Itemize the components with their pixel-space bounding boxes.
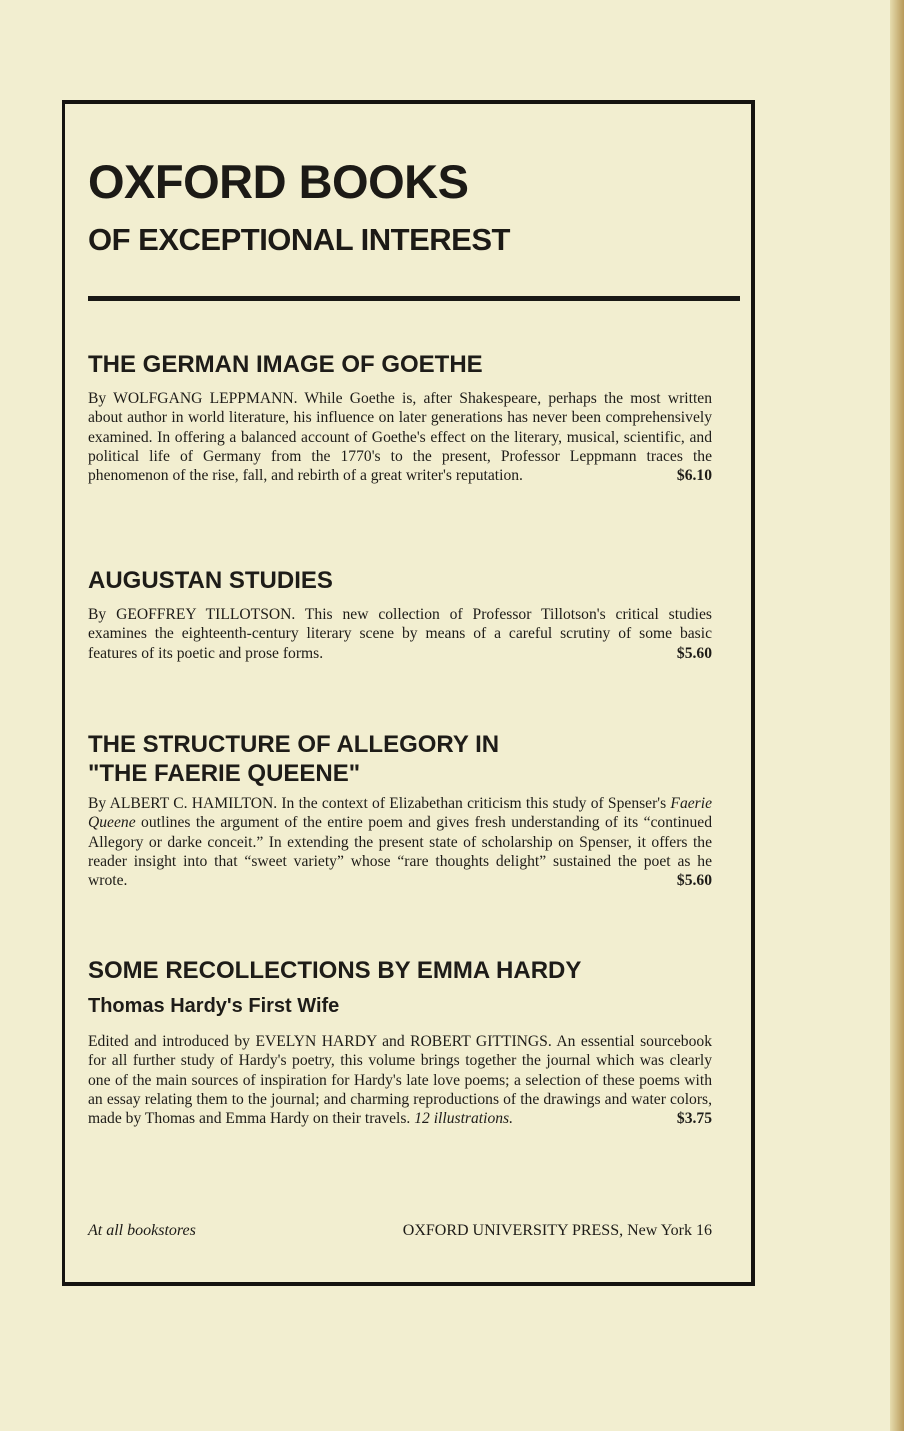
illustrations-note: 12 illustrations. [414, 1110, 514, 1128]
book-entry-allegory-heading [88, 730, 548, 798]
book-entry-goethe [88, 350, 712, 485]
book-heading: AUGUSTAN STUDIES [88, 567, 333, 594]
book-entry-augustan [88, 566, 712, 663]
book-heading: THE GERMAN IMAGE OF GOETHE [88, 351, 483, 378]
book-subheading: Thomas Hardy's First Wife [88, 995, 340, 1017]
divider-rule [88, 296, 740, 301]
book-heading: THE STRUCTURE OF ALLEGORY IN "THE FAERIE QUEENE" [88, 731, 500, 787]
description-text: By ALBERT C. HAMILTON. In the context of Elizabethan criticism this study of Spenser's [88, 795, 671, 812]
description-text: By GEOFFREY TILLOTSON. This new collection of Professor Tillotson's critical studies examines the eighteenth-century literary scene by means of a careful scrutiny of some basic features of its poetic and prose forms. [88, 606, 712, 662]
ad-subtitle: OF EXCEPTIONAL INTEREST [88, 222, 510, 257]
book-entry-allegory [88, 794, 712, 890]
availability-note: At all bookstores [88, 1222, 196, 1239]
book-price: $5.60 [676, 644, 712, 662]
description-text: Edited and introduced by EVELYN HARDY and ROBERT GITTINGS. An essential sourcebook for all further study of Hardy's poetry, this volume brings together the journal which was clearly one of the main sources of inspiration for Hardy's late love poems; a selection of these poems with an essay relating them to the journal; and charming reproductions of the drawings and water colors, made by Thomas and Emma Hardy on their travels. [88, 1033, 712, 1128]
page-edge [890, 0, 904, 1431]
publisher-address: OXFORD UNIVERSITY PRESS, New York 16 [402, 1222, 712, 1239]
book-description [88, 794, 712, 890]
ad-title: OXFORD BOOKS [88, 155, 469, 208]
description-text: By WOLFGANG LEPPMANN. While Goethe is, after Shakespeare, perhaps the most written about author in world literature, his influence on later generations has never been comprehensively examined. In offering a balanced account of Goethe's effect on the literary, musical, scientific, and political life of Germany from the 1770's to the present, Professor Leppmann traces the phenomenon of the rise, fall, and rebirth of a great writer's reputation. [88, 390, 712, 485]
book-entry-hardy [88, 956, 712, 1128]
book-title-italic: Faerie Queene [88, 795, 712, 832]
book-description [88, 605, 712, 663]
book-heading: SOME RECOLLECTIONS BY EMMA HARDY [88, 957, 582, 984]
book-price: $5.60 [676, 872, 712, 890]
book-price: $3.75 [676, 1110, 712, 1128]
book-price: $6.10 [676, 467, 712, 485]
ad-footer [88, 1222, 712, 1240]
book-description [88, 389, 712, 485]
book-description [88, 1032, 712, 1128]
description-text: outlines the argument of the entire poem and gives fresh understanding of its “continued Allegory or darke conceit.” In extending the present state of scholarship on Spenser, it offers the reader insight into that “sweet variety” whose “rare thoughts delight” sustained the poet as he wrote. [88, 814, 712, 890]
